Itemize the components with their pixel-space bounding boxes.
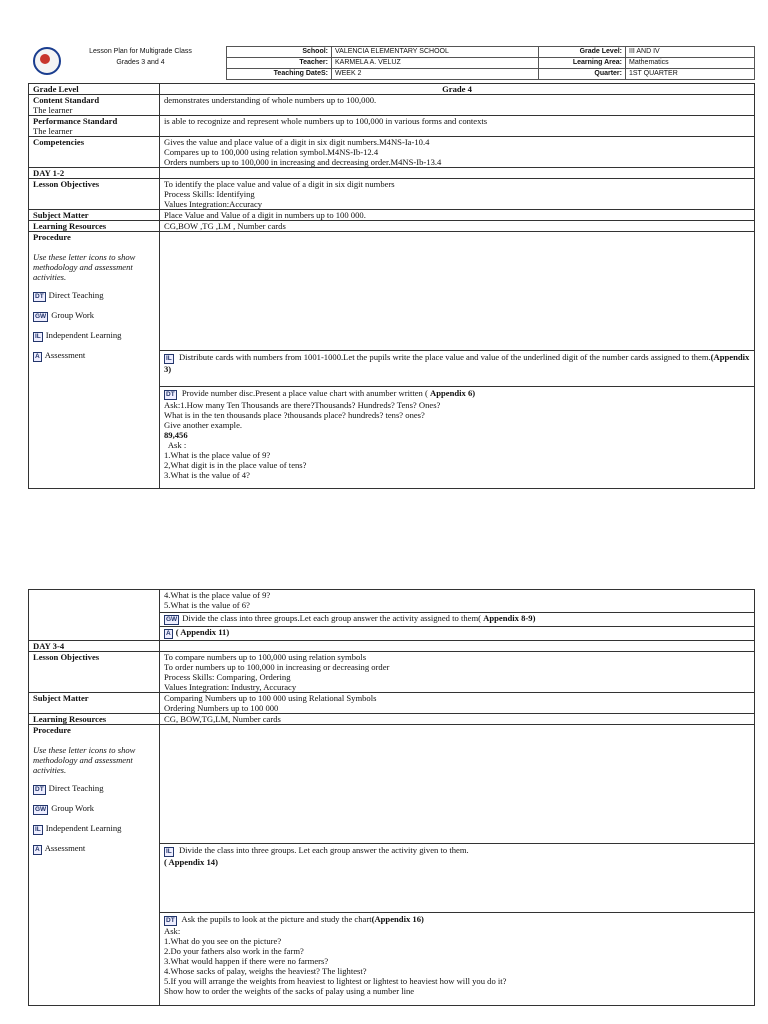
dates-value: WEEK 2 [332,69,539,80]
gw-icon: GW [166,615,178,623]
lesson-objectives: To identify the place value and value of a digit in six digit numbers Process Skills: Identifying Values Integration:Accuracy [160,179,755,210]
learning-resources: CG,BOW ,TG ,LM , Number cards [160,221,755,232]
header-table: Lesson Plan for Multigrade Class School: VALENCIA ELEMENTARY SCHOOL Grade Level: III AND IV Grades 3 and 4 Teacher: KARMELA A. VELUZ Learning Area: Mathematics Teaching DateS: WEEK 2 Quarter: 1ST QUARTER [28,46,755,80]
a-icon: A [35,846,40,853]
competencies: Gives the value and place value of a digit in six digit numbers.M4NS-Ia-10.4 Compares up to 100,000 using relation symbol.M4NS-Ib-12.4 Orders numbers up to 100,000 in increasing and decreasing order.M4NS-Ib-13.4 [160,137,755,168]
procedure-legend: Procedure Use these letter icons to show methodology and assessment activities. DT Direct Teaching GW Group Work IL Independent Learning A Assessment [29,232,160,489]
procedure-legend: Procedure Use these letter icons to show methodology and assessment activities. DT Direct Teaching GW Group Work IL Independent Learning A Assessment [29,725,160,1006]
area-value: Mathematics [626,58,755,69]
header-title: Lesson Plan for Multigrade Class [89,48,192,55]
a-icon: A [166,629,171,637]
gw-icon: GW [35,313,47,320]
il-activity: IL Divide the class into three groups. Let each group answer the activity given to them. ( Appendix 14) [160,843,754,912]
dt-activity: DT Provide number disc.Present a place value chart with anumber written ( Appendix 6) Ask:1.How many Ten Thousands are there?Thousands? Hundreds? Tens? Ones? What is in the ten thousands place ?thousands place? hundreds? tens? ones? Give another example. 89,456 Ask : 1.What is the place value of 9? 2,What digit is in the place value of tens? 3.What is the value of 4? [160,386,754,481]
grade-level-label: Grade Level [29,84,160,95]
subject-matter: Comparing Numbers up to 100 000 using Relational Symbols Ordering Numbers up to 100 000 [160,693,755,714]
lesson-objectives: To compare numbers up to 100,000 using relation symbols To order numbers up to 100,000 in increasing or decreasing order Process Skills: Comparing, Ordering Values Integration: Industry, Accuracy [160,652,755,693]
lesson-plan-table-page2: 4.What is the place value of 9? 5.What is the value of 6? GW Divide the class into three groups.Let each group answer the activity assigned to them( Appendix 8-9) A ( Appendix 11) DAY 3-4 Lesson Objectives To compare numbers up to 100,000 using relation symbols To order numbers up to 100,000 in increasing or decreasing order Process Skills: Comparing, Ordering Values Integration: Industry, Accuracy Subject Matter Comparing Numbers up to 100 000 using Relational Symbols Ordering Numbers up to 100 000 Learning Resources CG, BOW,TG,LM, Number cards Procedure Use these letter icons to show methodology and assessment activities. DT Direct Teaching GW Group Work IL Independent Learning A Assessment IL Divide the class into three groups. Let each group answer the activity given to them. ( Appendix 14) DT Ask the pupils to look at the picture and study the chart(Appendix 16) Ask: 1.What do you see on the picture? 2.Do your fathers also work in the farm? 3.What would happen if there were no farmers? 4.Whose sacks of palay, weighs the heaviest? The lightest? 5.If you will arrange the weights from heaviest to lightest or lightest to heaviest how will you do it? Show how to order the weights of the sacks of palay using a number line [28,589,755,1006]
dt-icon: DT [35,786,44,793]
day-label: DAY 3-4 [29,641,160,652]
content-standard: demonstrates understanding of whole numbers up to 100,000. [160,95,755,116]
grade-level-value: Grade 4 [160,84,755,95]
il-icon: IL [35,826,41,833]
gw-icon: GW [35,806,47,813]
lesson-plan-table-page1: Grade Level Grade 4 Content Standard The learner demonstrates understanding of whole numbers up to 100,000. Performance Standard The learner is able to recognize and represent whole numbers up to 100,000 in various forms and contexts Competencies Gives the value and place value of a digit in six digit numbers.M4NS-Ia-10.4 Compares up to 100,000 using relation symbol.M4NS-Ib-12.4 Orders numbers up to 100,000 in increasing and decreasing order.M4NS-Ib-13.4 DAY 1-2 Lesson Objectives To identify the place value and value of a digit in six digit numbers Process Skills: Identifying Values Integration:Accuracy Subject Matter Place Value and Value of a digit in numbers up to 100 000. Learning Resources CG,BOW ,TG ,LM , Number cards Procedure Use these letter icons to show methodology and assessment activities. DT Direct Teaching GW Group Work IL Independent Learning A Assessment IL Distribute cards with numbers from 1001-1000.Let the pupils write the place value and value of the underlined digit of the number cards assigned to them.(Appendix 3) DT Provide number disc.Present a place value chart with anumber written ( Appendix 6) Ask:1.How many Ten Thousands are there?Thousands? Hundreds? Tens? Ones? What is in the ten thousands place ?thousands place? hundreds? tens? ones? Give another example. 89,456 Ask : 1.What is the place value of 9? 2,What digit is in the place value of tens? 3.What is the value of 4? [28,83,755,489]
quarter-value: 1ST QUARTER [626,69,755,80]
il-activity: IL Distribute cards with numbers from 1001-1000.Let the pupils write the place value and value of the underlined digit of the number cards assigned to them.(Appendix 3) [160,350,754,386]
dt-icon: DT [166,391,175,398]
il-icon: IL [166,848,172,855]
il-icon: IL [35,333,41,340]
il-icon: IL [166,355,172,362]
grade-value: III AND IV [626,47,755,58]
dt-activity: DT Ask the pupils to look at the picture and study the chart(Appendix 16) Ask: 1.What do you see on the picture? 2.Do your fathers also work in the farm? 3.What would happen if there were no farmers? 4.Whose sacks of palay, weighs the heaviest? The lightest? 5.If you will arrange the weights from heaviest to lightest or lightest to heaviest how will you do it? Show how to order the weights of the sacks of palay using a number line [160,912,754,997]
school-value: VALENCIA ELEMENTARY SCHOOL [332,47,539,58]
header-subtitle: Grades 3 and 4 [116,59,165,66]
gw-activity: GW Divide the class into three groups.Let each group answer the activity assigned to them( Appendix 8-9) [160,612,755,626]
a-activity: A ( Appendix 11) [160,626,755,640]
performance-standard: is able to recognize and represent whole numbers up to 100,000 in various forms and contexts [160,116,755,137]
day-label: DAY 1-2 [29,168,160,179]
learning-resources: CG, BOW,TG,LM, Number cards [160,714,755,725]
dt-icon: DT [166,917,175,924]
subject-matter: Place Value and Value of a digit in numbers up to 100 000. [160,210,755,221]
dt-icon: DT [35,293,44,300]
continued-questions: 4.What is the place value of 9? 5.What is the value of 6? [160,590,755,613]
teacher-value: KARMELA A. VELUZ [332,58,539,69]
a-icon: A [35,353,40,360]
